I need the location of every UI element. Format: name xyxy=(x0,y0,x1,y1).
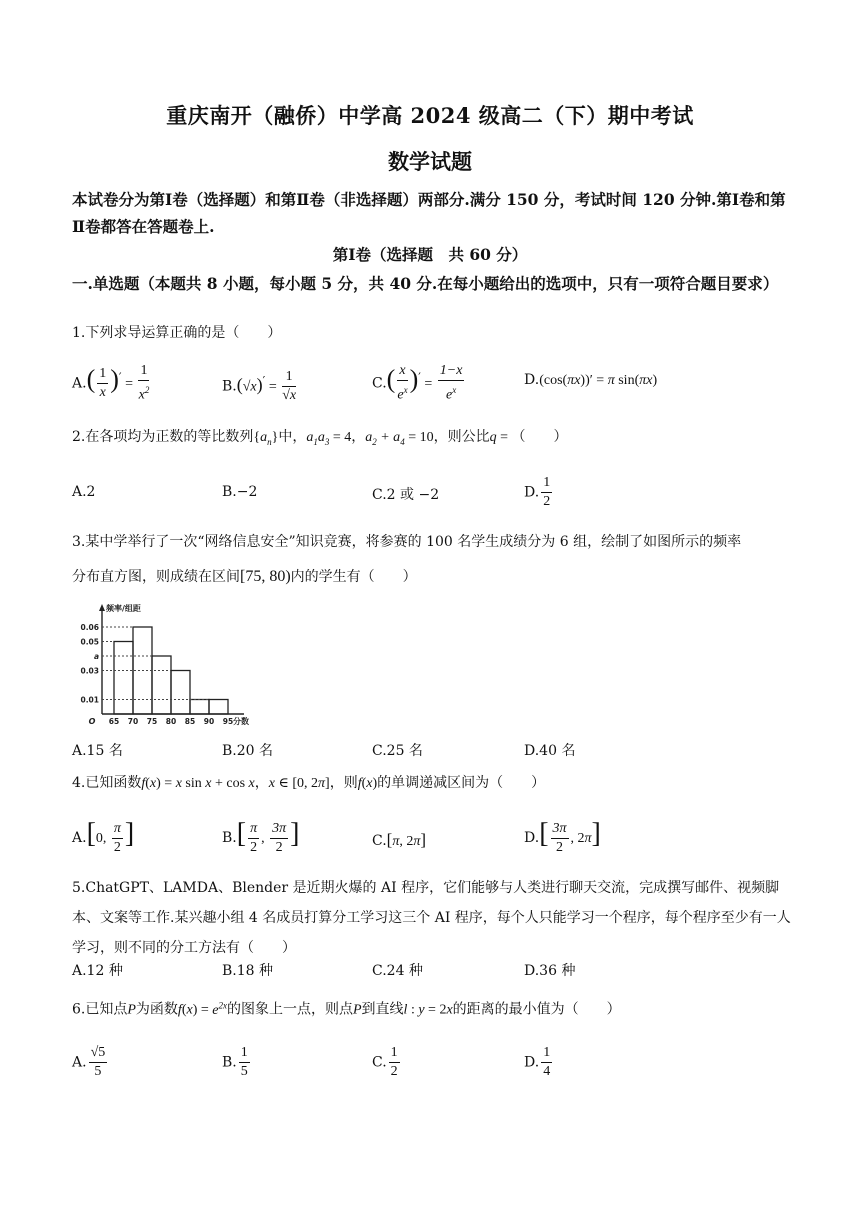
histogram-bar xyxy=(190,700,209,715)
y-tick-label: 0.03 xyxy=(80,666,99,676)
origin-label: O xyxy=(88,717,96,726)
part1-heading: 第Ⅰ卷（选择题 共 60 分） xyxy=(332,245,528,264)
question-5-stem: 5.ChatGPT、LAMDA、Blender 是近期火爆的 AI 程序，它们能够与人类进行聊天交流，完成撰写邮件、视频脚本、文案等工作.某兴趣小组 4 名成员打算分工学习这三个 AI 程序，每个人只能学习一个程序，每个程序至少有一人学习，则不同的分工方法有（ ） xyxy=(72,880,791,956)
question-3-line2: 分布直方图，则成绩在区间[75, 80)内的学生有（ ） xyxy=(72,568,417,585)
q1-option-a: A.( $\frac{1}{x}$ )′ = $\frac{1}{x^2}$ xyxy=(72,363,150,403)
y-axis-arrow xyxy=(99,604,105,611)
x-tick-label: 75 xyxy=(146,717,158,726)
q1-option-d: D.(cos(πx))′ = π sin(πx) xyxy=(524,372,658,388)
q5-option-a: A.12 种 xyxy=(72,963,123,979)
q3-option-a: A.15 名 xyxy=(72,743,123,759)
question-6-stem: 6.已知点P为函数$f(x) = e^{2x}$的图象上一点，则点P到直线l : y = 2x的距离的最小值为（ ） xyxy=(72,1000,621,1018)
q4-option-a: A.[0, $\frac{\pi}{2}$ ] xyxy=(72,818,135,855)
q2-option-b: B.−2 xyxy=(222,484,258,500)
y-tick-label: 0.05 xyxy=(80,637,99,647)
exam-intro: 本试卷分为第Ⅰ卷（选择题）和第Ⅱ卷（非选择题）两部分.满分 150 分，考试时间 120 分钟.第Ⅰ卷和第Ⅱ卷都答在答题卷上. xyxy=(72,190,786,236)
q3-option-d: D.40 名 xyxy=(524,743,576,759)
y-axis-label: 频率/组距 xyxy=(106,604,141,613)
q5-option-c: C.24 种 xyxy=(372,963,423,979)
q6-option-c: C. $\frac{1}{2}$ xyxy=(372,1045,398,1079)
y-tick-label: a xyxy=(93,652,99,661)
x-tick-label: 85 xyxy=(184,717,196,726)
y-tick-label: 0.01 xyxy=(80,695,99,705)
histogram-bar xyxy=(152,656,171,714)
q2-option-a: A.2 xyxy=(72,484,96,500)
x-tick-label: 95 xyxy=(222,717,234,726)
x-tick-label: 80 xyxy=(165,717,177,726)
x-axis-label: 分数 xyxy=(233,717,249,726)
x-tick-label: 65 xyxy=(108,717,120,726)
question-3-line1: 3.某中学举行了一次“网络信息安全”知识竞赛，将参赛的 100 名学生成绩分为 6 组，绘制了如图所示的频率 xyxy=(72,534,742,550)
histogram-bar xyxy=(171,671,190,715)
q5-option-b: B.18 种 xyxy=(222,963,274,979)
x-tick-label: 70 xyxy=(127,717,139,726)
question-1-stem: 1.下列求导运算正确的是（ ） xyxy=(72,325,282,341)
exam-title: 重庆南开（融侨）中学高 2024 级高二（下）期中考试 xyxy=(166,103,694,128)
question-2-stem: 2.在各项均为正数的等比数列$\{a_n\}$中，$a_1a_3 = 4$，$a_2 + a_4 = 10$，则公比q = （ ） xyxy=(72,429,568,447)
question-4-stem: 4.已知函数f(x) = x sin x + cos x，x ∈ [0, 2π]，则f(x)的单调递减区间为（ ） xyxy=(72,775,546,791)
q1-option-c: C.( $\frac{x}{e^x}$ )′ = $\frac{1-x}{e^x}$ xyxy=(372,363,463,403)
q3-option-b: B.20 名 xyxy=(222,743,274,759)
q6-option-a: A. $\frac{√5}{5}$ xyxy=(72,1045,106,1079)
histogram-bar xyxy=(114,642,133,715)
histogram-bar xyxy=(209,700,228,715)
q6-option-d: D. $\frac{1}{4}$ xyxy=(524,1045,551,1079)
y-tick-label: 0.06 xyxy=(80,623,99,632)
q4-option-c: C.[π, 2π] xyxy=(372,830,427,849)
x-tick-label: 90 xyxy=(203,717,215,726)
section1-heading: 一.单选题（本题共 8 小题，每小题 5 分，共 40 分.在每小题给出的选项中，只有一项符合题目要求） xyxy=(72,274,779,293)
exam-subtitle: 数学试题 xyxy=(388,149,472,174)
q5-option-d: D.36 种 xyxy=(524,963,576,979)
q6-option-b: B. $\frac{1}{5}$ xyxy=(222,1045,248,1079)
q2-option-c: C.2 或 −2 xyxy=(372,487,440,503)
frequency-histogram xyxy=(72,602,252,732)
q2-option-d: D. $\frac{1}{2}$ xyxy=(524,475,551,509)
q1-option-b: B.(√x)′ = $\frac{1}{√x}$ xyxy=(222,369,297,403)
q4-option-d: D.[ $\frac{3\pi}{2}$ , 2π] xyxy=(524,818,601,855)
q3-option-c: C.25 名 xyxy=(372,743,423,759)
q4-option-b: B.[ $\frac{\pi}{2}$ , $\frac{3\pi}{2}$ ] xyxy=(222,818,300,855)
